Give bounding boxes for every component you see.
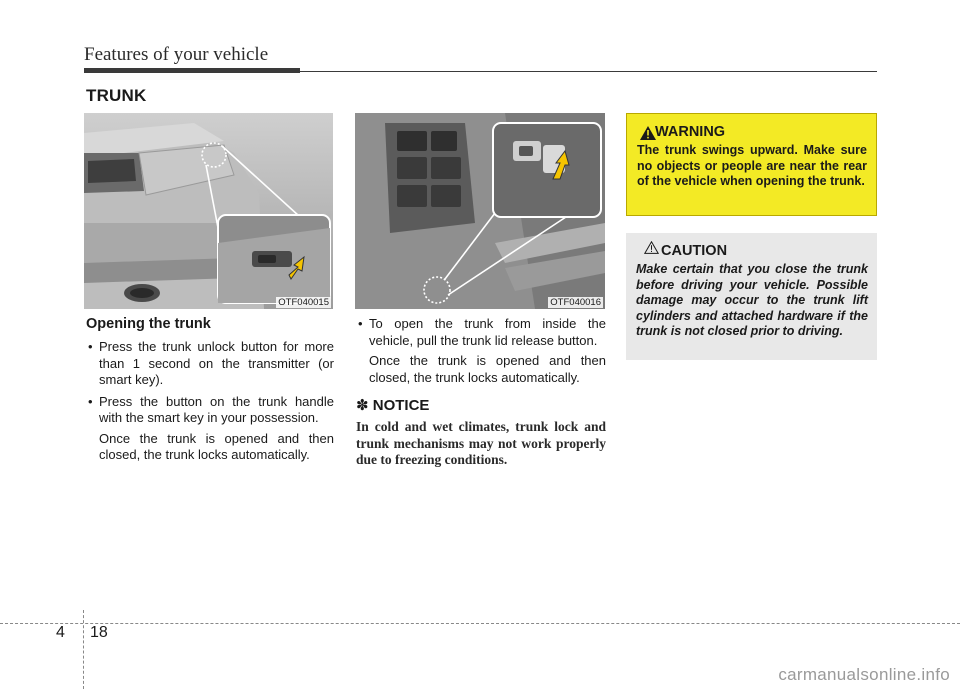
page-number: 18 bbox=[90, 624, 108, 641]
list-item: • To open the trunk from inside the vehicle, pull the trunk lid release button. Once the trunk is opened and then closed, the trunk locks automatically. bbox=[358, 316, 606, 385]
list-item: • Press the trunk unlock button for more than 1 second on the transmitter (or smart key). bbox=[88, 339, 334, 387]
notice-title: ✽ NOTICE bbox=[356, 397, 430, 414]
caution-triangle-icon bbox=[644, 241, 659, 254]
figure-trunk-release-inside bbox=[355, 113, 605, 309]
caution-box bbox=[626, 233, 877, 360]
figure-code: OTF040016 bbox=[550, 297, 601, 308]
page-header-title: Features of your vehicle bbox=[84, 44, 269, 65]
trunk-release-illustration bbox=[355, 113, 605, 309]
warning-title: WARNING bbox=[655, 124, 726, 140]
trunk-exterior-illustration bbox=[84, 113, 333, 309]
watermark: carmanualsonline.info bbox=[778, 665, 950, 684]
warning-triangle-icon bbox=[640, 126, 656, 140]
caution-body: Make certain that you close the trunk before driving your vehicle. Possible damage may occur to the trunk lift cylinders and attached hardware if the trunk is not closed prior to driving. bbox=[636, 262, 868, 338]
footer-rule bbox=[0, 623, 960, 624]
warning-box bbox=[626, 113, 877, 216]
section-title: TRUNK bbox=[86, 86, 147, 105]
header-rule-thin bbox=[300, 71, 877, 72]
figure-trunk-exterior bbox=[84, 113, 333, 309]
warning-body: The trunk swings upward. Make sure no objects or people are near the rear of the vehicle when opening the trunk. bbox=[637, 143, 867, 188]
footer-divider bbox=[83, 610, 84, 689]
subsection-heading: Opening the trunk bbox=[86, 316, 211, 332]
list-item: • Press the button on the trunk handle with the smart key in your possession. Once the trunk is opened and then closed, the trunk locks automatically. bbox=[88, 393, 334, 462]
caution-title: CAUTION bbox=[661, 243, 728, 259]
notice-body: In cold and wet climates, trunk lock and trunk mechanisms may not work properly due to freezing conditions. bbox=[356, 419, 606, 467]
chapter-number: 4 bbox=[56, 624, 65, 641]
inside-list bbox=[356, 316, 606, 391]
header-rule bbox=[84, 68, 300, 73]
opening-list bbox=[86, 339, 334, 469]
figure-code: OTF040015 bbox=[278, 297, 329, 308]
